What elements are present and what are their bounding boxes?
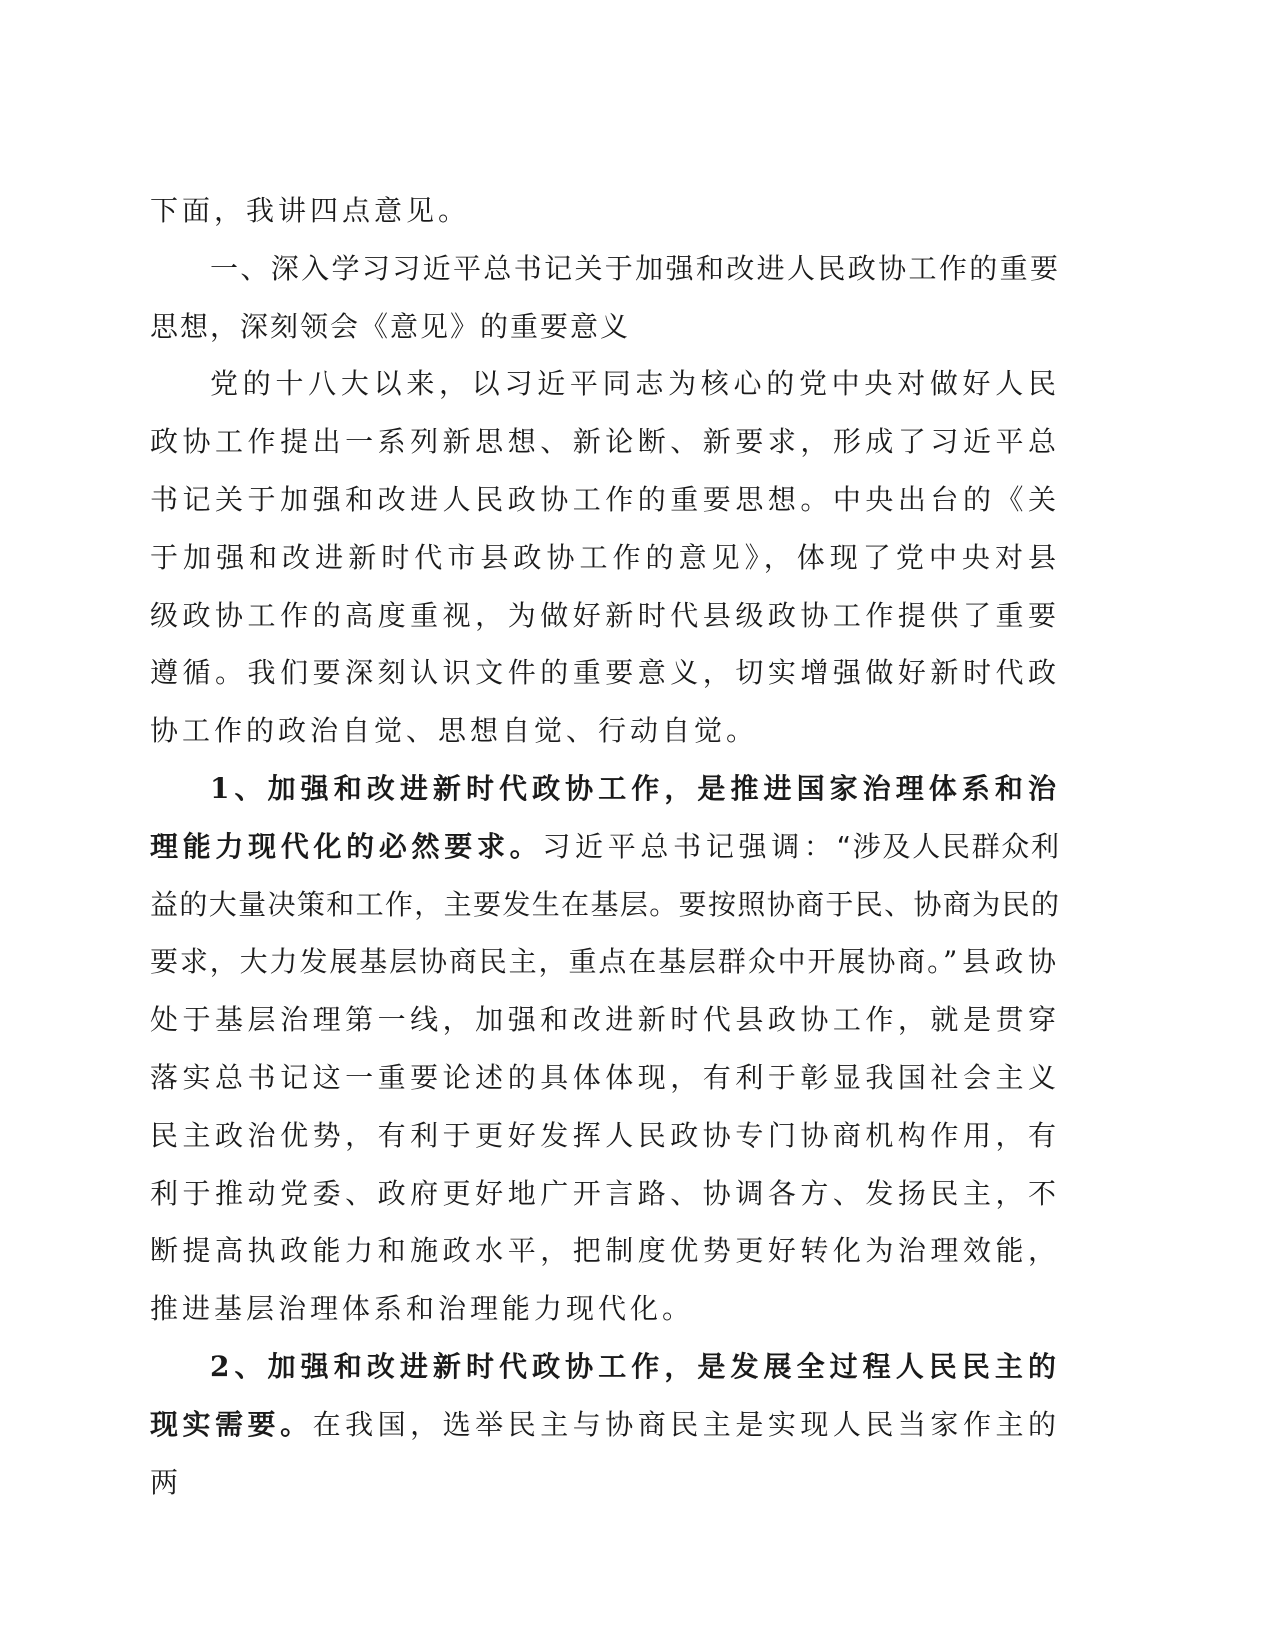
section-body-text: 党的十八大以来，以习近平同志为核心的党中央对做好人民政协工作提出一系列新思想、新论断、新要求，形成了习近平总书记关于加强和改进人民政协工作的重要思想。中央出台的《关于加强和改进新时代市县政协工作的意见》，体现了党中央对县级政协工作的高度重视，为做好新时代县级政协工作提供了重要遵循。我们要深刻认识文件的重要意义，切实增强做好新时代政协工作的政治自觉、思想自觉、行动自觉。 <box>150 367 1060 748</box>
point-2-lead: 2、加强和改进新时代政协工作，是发展全过程人民民主的现实需要。 <box>150 1349 1060 1441</box>
point-2-body: 在我国，选举民主与协商民主是实现人民当家作主的两 <box>150 1407 1060 1499</box>
section-heading-text: 一、深入学习习近平总书记关于加强和改进人民政协工作的重要思想，深刻领会《意见》的重要意义 <box>150 251 1060 343</box>
point-1-paragraph <box>150 760 1060 1338</box>
section-heading <box>150 240 1060 356</box>
point-1-quote: “涉及人民群众利益的大量决策和工作，主要发生在基层。要按照协商于民、协商为民的要求，大力发展基层协商民主，重点在基层群众中开展协商。 <box>150 829 1060 979</box>
intro-paragraph <box>150 182 1060 240</box>
document-body <box>150 182 1060 1511</box>
section-body-paragraph <box>150 355 1060 760</box>
point-2-paragraph <box>150 1338 1060 1511</box>
point-1-lead: 1、加强和改进新时代政协工作，是推进国家治理体系和治理能力现代化的必然要求。 <box>150 771 1060 863</box>
intro-text: 下面，我讲四点意见。 <box>150 194 471 227</box>
point-1-body: ”县政协处于基层治理第一线，加强和改进新时代县政协工作，就是贯穿落实总书记这一重要论述的具体体现，有利于彰显我国社会主义民主政治优势，有利于更好发挥人民政协专门协商机构作用，有利于推动党委、政府更好地广开言路、协调各方、发扬民主，不断提高执政能力和施政水平，把制度优势更好转化为治理效能，推进基层治理体系和治理能力现代化。 <box>150 945 1060 1326</box>
point-1-attribution: 习近平总书记强调： <box>542 829 837 863</box>
